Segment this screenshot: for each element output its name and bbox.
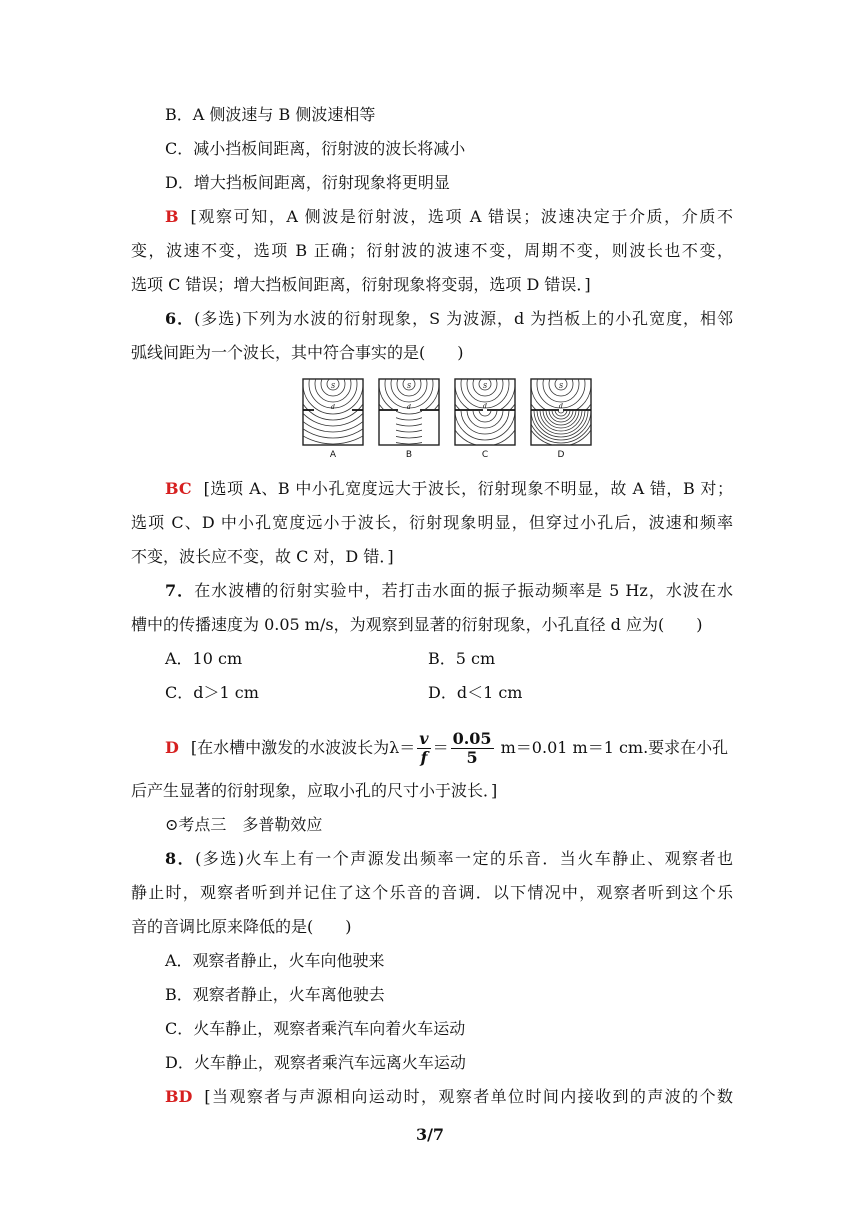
- panel-b-diagram: [378, 378, 440, 446]
- panel-c-label: C: [481, 450, 489, 460]
- panel-d-diagram: [530, 378, 592, 446]
- q6-stem-text1: (多选)下列为水波的衍射现象，S 为波源，d 为挡板上的小孔宽度，相邻: [194, 309, 733, 328]
- panel-c-source: S: [483, 383, 488, 390]
- panel-b-slit: d: [407, 404, 411, 411]
- q5-option-d: D．增大挡板间距离，衍射现象将更明显: [165, 173, 450, 192]
- q7-fraction-v-f: [417, 730, 430, 767]
- q8-stem-text1: (多选)火车上有一个声源发出频率一定的乐音．当火车静止、观察者也: [195, 849, 733, 868]
- panel-c-slit: d: [483, 403, 487, 410]
- q8-option-c: C．火车静止，观察者乘汽车向着火车运动: [165, 1019, 466, 1038]
- q7-equals: ＝: [432, 738, 449, 757]
- diffraction-figure: [300, 378, 596, 464]
- q8-option-d: D．火车静止，观察者乘汽车远离火车运动: [165, 1053, 466, 1072]
- q5-option-c: C．减小挡板间距离，衍射波的波长将减小: [165, 139, 466, 158]
- q7-explanation-line1: [165, 728, 733, 768]
- panel-d: [530, 378, 592, 460]
- q5-explanation-line2: 变，波速不变，选项 B 正确；衍射波的波速不变，周期不变，则波长也不变，: [131, 241, 733, 260]
- q5-exp1-text: [观察可知，A 侧波是衍射波，选项 A 错误；波速决定于介质，介质不: [190, 207, 733, 226]
- q6-exp1-text: [选项 A、B 中小孔宽度远大于波长，衍射现象不明显，故 A 错，B 对；: [203, 479, 733, 498]
- q7-fraction-values: [451, 730, 494, 767]
- q6-stem-line1: [165, 308, 733, 330]
- q6-stem-line2: 弧线间距为一个波长，其中符合事实的是( ): [131, 343, 464, 362]
- panel-b: [378, 378, 440, 460]
- panel-c-diagram: [454, 378, 516, 446]
- panel-a: [302, 378, 364, 460]
- q7-explanation-line2: 后产生显著的衍射现象，应取小孔的尺寸小于波长．]: [131, 781, 498, 800]
- panel-c: [454, 378, 516, 460]
- q8-explanation-line1: [165, 1086, 733, 1108]
- panel-d-slit: d: [559, 403, 563, 410]
- q7-frac2-numerator: 0.05: [452, 729, 492, 748]
- q5-explanation-line1: [165, 206, 733, 228]
- q5-answer: B: [165, 207, 179, 226]
- q7-options-row1: [165, 648, 733, 670]
- q6-number: 6．: [165, 309, 195, 328]
- page-number: 3/7: [415, 1125, 445, 1144]
- q7-frac1-numerator: v: [419, 729, 429, 748]
- panel-d-label: D: [557, 450, 565, 460]
- q7-exp-pre: [在水槽中激发的水波波长为λ＝: [190, 738, 416, 757]
- q7-options-row2: [165, 682, 733, 704]
- q5-explanation-line3: 选项 C 错误；增大挡板间距离，衍射现象将变弱，选项 D 错误．]: [131, 275, 591, 294]
- q7-exp-post: m＝0.01 m＝1 cm.要求在小孔: [495, 738, 729, 757]
- q5-option-b: B．A 侧波速与 B 侧波速相等: [165, 105, 376, 124]
- panel-a-diagram: [302, 378, 364, 446]
- q6-answer: BC: [165, 479, 192, 498]
- q8-stem-line3: 音的音调比原来降低的是( ): [131, 917, 352, 936]
- section-heading: ⊙考点三 多普勒效应: [165, 815, 323, 834]
- q8-stem-line1: [165, 848, 733, 870]
- q8-number: 8．: [165, 849, 196, 868]
- q8-stem-line2: 静止时，观察者听到并记住了这个乐音的音调．以下情况中，观察者听到这个乐: [131, 883, 733, 902]
- panel-a-slit: d: [331, 404, 335, 411]
- q8-option-a: A．观察者静止，火车向他驶来: [165, 951, 385, 970]
- panel-b-label: B: [405, 450, 413, 460]
- q7-option-b: B．5 cm: [428, 649, 496, 668]
- q7-option-d: D．d＜1 cm: [428, 683, 523, 702]
- q7-stem-text1: 在水波槽的衍射实验中，若打击水面的振子振动频率是 5 Hz，水波在水: [194, 581, 733, 600]
- q7-stem-line2: 槽中的传播速度为 0.05 m/s，为观察到显著的衍射现象，小孔直径 d 应为( ): [131, 615, 703, 634]
- q6-explanation-line1: [165, 478, 733, 500]
- q6-explanation-line2: 选项 C、D 中小孔宽度远小于波长，衍射现象明显，但穿过小孔后，波速和频率: [131, 513, 733, 532]
- q6-explanation-line3: 不变，波长应不变，故 C 对，D 错．]: [131, 547, 394, 566]
- q7-stem-line1: [165, 580, 733, 602]
- q8-option-b: B．观察者静止，火车离他驶去: [165, 985, 385, 1004]
- q7-frac2-denominator: 5: [466, 748, 478, 767]
- q8-exp1-text: [当观察者与声源相向运动时，观察者单位时间内接收到的声波的个数: [204, 1087, 733, 1106]
- panel-b-source: S: [407, 383, 412, 390]
- q7-option-c: C．d＞1 cm: [165, 683, 259, 702]
- panel-a-label: A: [329, 450, 337, 460]
- q7-option-a: A．10 cm: [165, 649, 243, 668]
- q8-answer: BD: [165, 1087, 193, 1106]
- q7-number: 7．: [165, 581, 195, 600]
- q7-frac1-denominator: f: [420, 748, 428, 767]
- panel-d-source: S: [559, 383, 564, 390]
- q7-answer: D: [165, 738, 179, 757]
- panel-a-source: S: [331, 383, 336, 390]
